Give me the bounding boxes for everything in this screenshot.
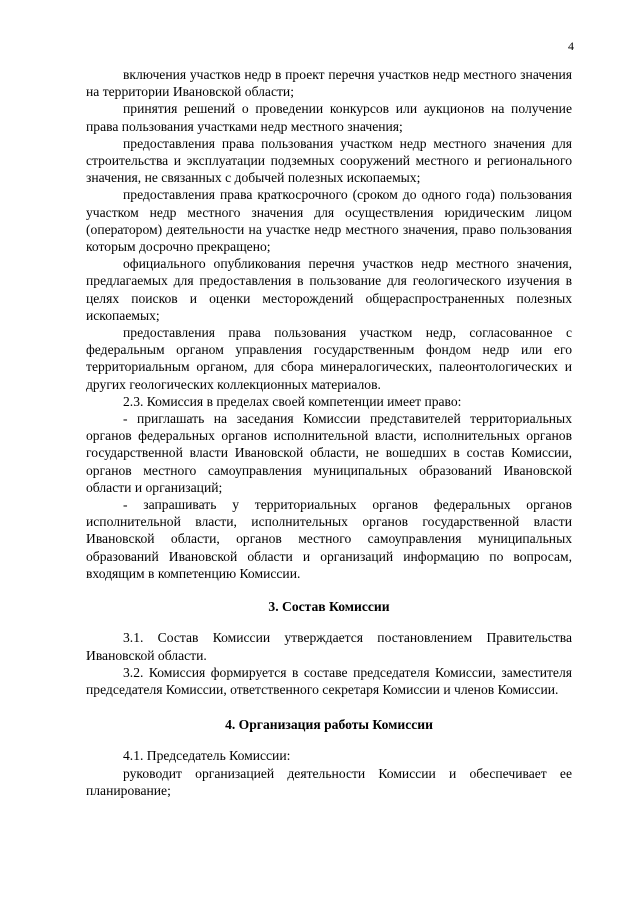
page-number: 4 (568, 39, 574, 53)
paragraph: - приглашать на заседания Комиссии представителей территориальных органов федеральных органов исполнительной власти, исполнительных органов государственной власти Ивановской области, не вошедших в состав Комиссии, органов местного самоуправления муниципальных образований Ивановской области и организаций; (86, 411, 572, 495)
section-heading: 4. Организация работы Комиссии (225, 717, 433, 733)
paragraph: официального опубликования перечня участков недр местного значения, предлагаемых для предоставления в пользование для геологического изучения в целях поисков и оценки месторождений общераспространенных полезных ископаемых; (86, 256, 572, 323)
section-heading: 3. Состав Комиссии (268, 599, 390, 615)
paragraph: руководит организацией деятельности Комиссии и обеспечивает ее планирование; (86, 765, 572, 798)
paragraph: предоставления права краткосрочного (сроком до одного года) пользования участком недр местного значения для осуществления юридическим лицом (оператором) деятельности на участке недр местного значения, право пользования которым досрочно прекращено; (86, 187, 572, 255)
document-body (86, 66, 572, 799)
paragraph: - запрашивать у территориальных органов федеральных органов исполнительной власти, исполнительных органов государственной власти Ивановской области, органов местного самоуправления муниципальных образований Ивановской области и организаций информацию по вопросам, входящим в компетенцию Комиссии. (86, 497, 572, 581)
paragraph: 3.1. Состав Комиссии утверждается постановлением Правительства Ивановской области. (86, 630, 572, 663)
paragraph: предоставления права пользования участком недр, согласованное с федеральным органом управления государственным фондом недр или его территориальным органом, для сбора минералогических, палеонтологических и других геологических коллекционных материалов. (86, 325, 572, 392)
paragraph: 3.2. Комиссия формируется в составе председателя Комиссии, заместителя председателя Комиссии, ответственного секретаря Комиссии и членов Комиссии. (86, 664, 572, 697)
paragraph: 2.3. Комиссия в пределах своей компетенции имеет право: (123, 393, 462, 409)
paragraph: принятия решений о проведении конкурсов или аукционов на получение права пользования участками недр местного значения; (86, 101, 572, 134)
paragraph: включения участков недр в проект перечня участков недр местного значения на территории Ивановской области; (86, 67, 572, 100)
paragraph: предоставления права пользования участком недр местного значения для строительства и эксплуатации подземных сооружений местного и регионального значения, не связанных с добычей полезных ископаемых; (86, 135, 572, 186)
paragraph: 4.1. Председатель Комиссии: (123, 748, 291, 764)
